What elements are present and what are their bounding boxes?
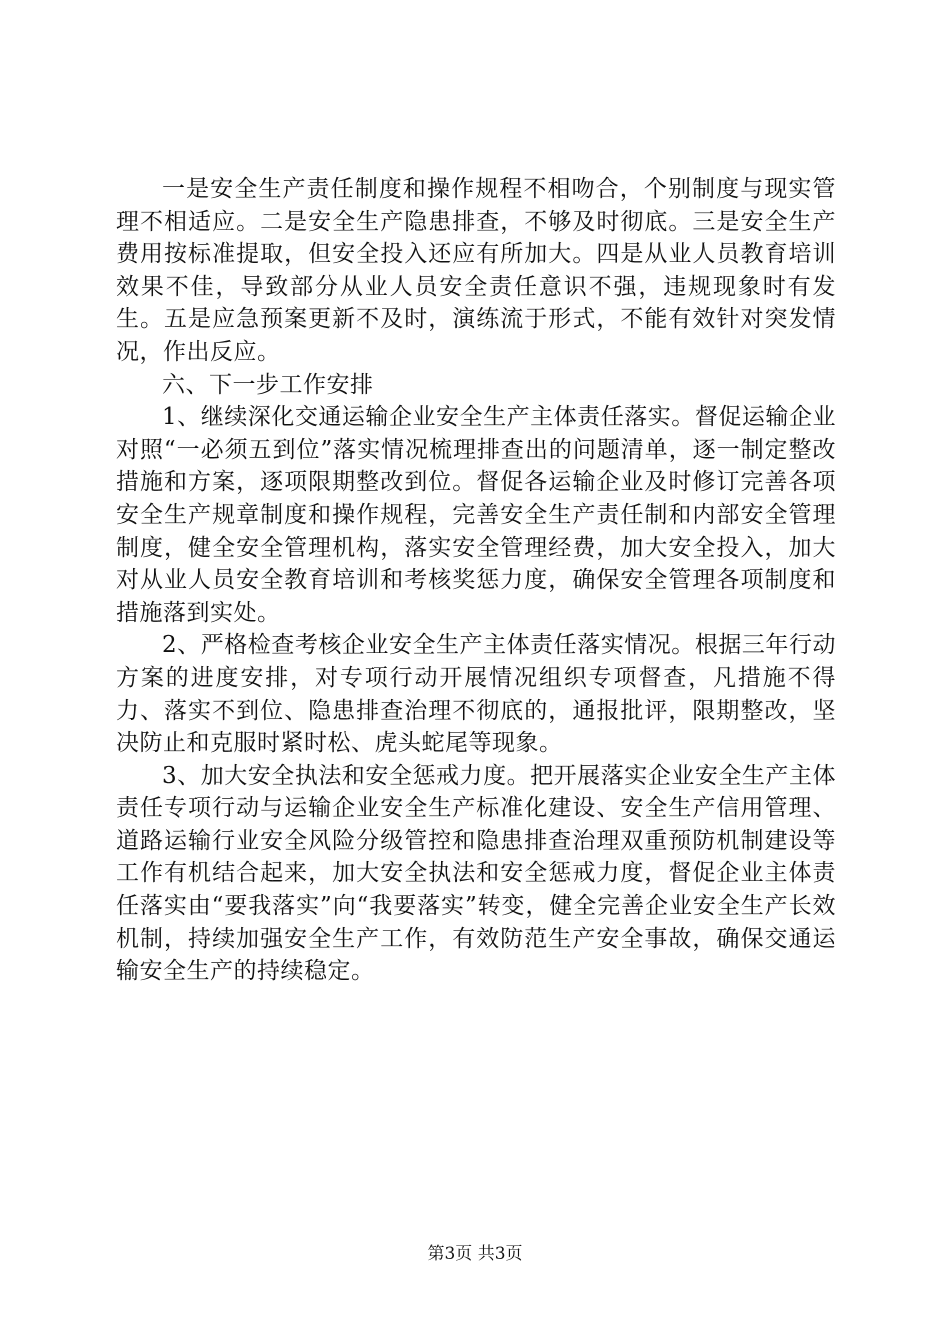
paragraph-item-1: 1、继续深化交通运输企业安全生产主体责任落实。督促运输企业对照“一必须五到位”落实情况梳理排查出的问题清单，逐一制定整改措施和方案，逐项限期整改到位。督促各运输企业及时修订完善各项安全生产规章制度和操作规程，完善安全生产责任制和内部安全管理制度，健全安全管理机构，落实安全管理经费，加大安全投入，加大对从业人员安全教育培训和考核奖惩力度，确保安全管理各项制度和措施落到实处。 (116, 404, 836, 626)
section-heading-next-steps: 六、下一步工作安排 (162, 371, 374, 398)
page-number-footer: 第3页 共3页 (427, 1244, 523, 1264)
document-body (116, 173, 836, 988)
paragraph-item-3: 3、加大安全执法和安全惩戒力度。把开展落实企业安全生产主体责任专项行动与运输企业安全生产标准化建设、安全生产信用管理、道路运输行业安全风险分级管控和隐患排查治理双重预防机制建设等工作有机结合起来，加大安全执法和安全惩戒力度，督促企业主体责任落实由“要我落实”向“我要落实”转变，健全完善企业安全生产长效机制，持续加强安全生产工作，有效防范生产安全事故，确保交通运输安全生产的持续稳定。 (116, 762, 836, 985)
paragraph-problems: 一是安全生产责任制度和操作规程不相吻合，个别制度与现实管理不相适应。二是安全生产隐患排查，不够及时彻底。三是安全生产费用按标准提取，但安全投入还应有所加大。四是从业人员教育培训效果不佳，导致部分从业人员安全责任意识不强，违规现象时有发生。五是应急预案更新不及时，演练流于形式，不能有效针对突发情况，作出反应。 (116, 176, 836, 365)
paragraph-item-2: 2、严格检查考核企业安全生产主体责任落实情况。根据三年行动方案的进度安排，对专项行动开展情况组织专项督查，凡措施不得力、落实不到位、隐患排查治理不彻底的，通报批评，限期整改，坚决防止和克服时紧时松、虎头蛇尾等现象。 (116, 632, 836, 757)
